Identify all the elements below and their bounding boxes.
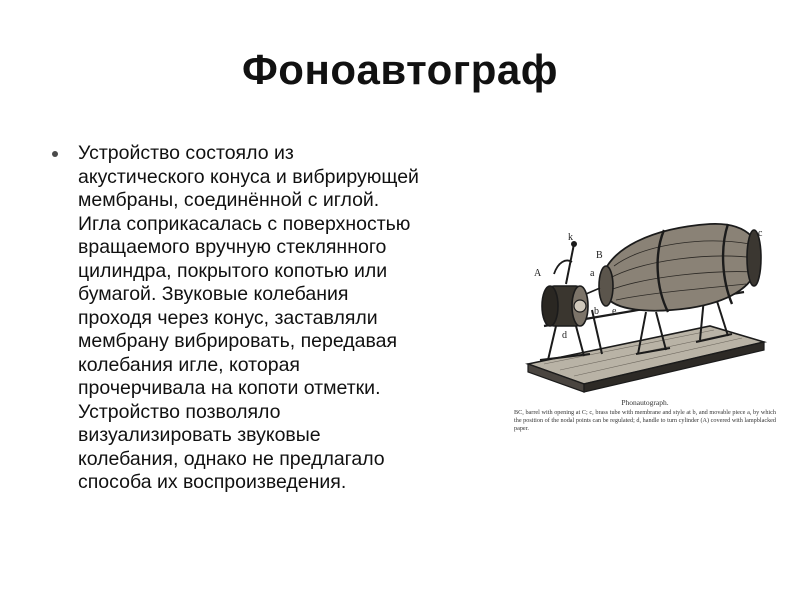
bullet-text-line: Устройство позволяло [78,400,281,423]
figure-label-b-lower: b [594,306,599,317]
bullet-dot-icon [52,151,58,157]
bullet-text-line: Устройство состояло из [78,142,294,164]
phonautograph-illustration [514,214,776,398]
bullet-text-line: цилиндра, покрытого копотью или [78,259,388,282]
figure-label-b-upper: B [596,250,603,261]
slide-title: Фоноавтограф [241,46,559,93]
bullet-item [48,142,518,495]
bullet-list [48,142,518,495]
figure-label-a-lower: a [590,268,595,279]
bullet-text-line: проходя через конус, заставляли [78,306,378,329]
recording-cylinder [542,241,588,326]
figure-caption [514,398,776,433]
membrane [599,266,613,306]
bullet-text-line: колебания, однако не предлагало [78,447,385,470]
barrel [602,224,761,312]
figure-label-k-lower: k [568,232,573,243]
bullet-text-line: акустического конуса и вибрирующей [78,165,419,188]
bullet-text-line: вращаемого вручную стеклянного [78,236,387,258]
brass-tube [586,288,600,294]
phonautograph-figure [514,214,776,460]
bullet-text-line: мембрану вибрировать, передавая [78,330,397,352]
bullet-text-line: прочерчивала на копоти отметки. [78,377,381,399]
bullet-text-line: бумагой. Звуковые колебания [78,283,349,305]
figure-caption-title: Phonautograph. [621,398,669,407]
bullet-text-line: способа их воспроизведения. [78,471,347,493]
figure-label-c-lower: c [758,228,763,239]
figure-label-e-lower: e [612,306,617,317]
bullet-text-line: визуализировать звуковые [78,424,321,446]
figure-label-a-upper: A [534,268,542,279]
bullet-text-line: мембраны, соединённой с иглой. [78,189,380,211]
figure-caption-body: BC, barrel with opening at C; c, brass tube with membrane and style at b, and movable piece a, by which the position of the nodal points can be regulated; d, handle to turn cylinder (A) covered with lampblacked paper. [514,409,776,432]
bullet-text-line: Игла соприкасалась с поверхностью [78,212,411,235]
bullet-text-line: колебания игле, которая [78,353,300,376]
figure-label-d-lower: d [562,330,567,341]
